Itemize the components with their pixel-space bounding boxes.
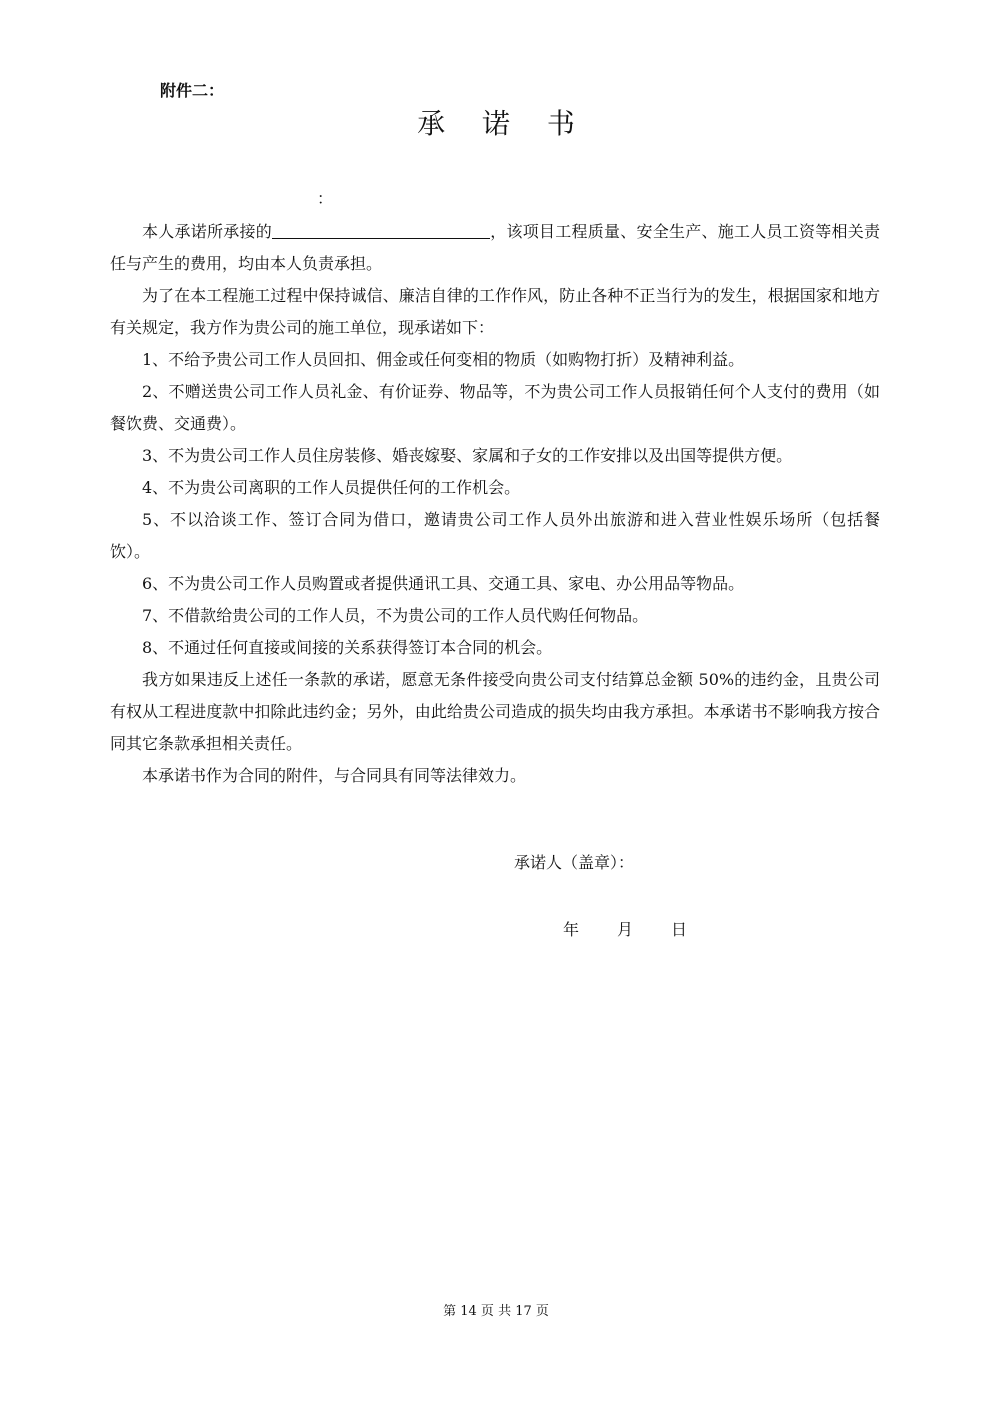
commitment-item-3: 3、不为贵公司工作人员住房装修、婚丧嫁娶、家属和子女的工作安排以及出国等提供方便。 <box>142 446 793 465</box>
date-line <box>563 917 687 940</box>
paragraph-responsibility <box>110 216 880 280</box>
commitment-item-8: 8、不通过任何直接或间接的关系获得签订本合同的机会。 <box>142 638 553 657</box>
paragraph-intro: 为了在本工程施工过程中保持诚信、廉洁自律的工作作风，防止各种不正当行为的发生，根据国家和地方有关规定，我方作为贵公司的施工单位，现承诺如下： <box>110 286 880 337</box>
paragraph-responsibility-start: 本人承诺所承接的 <box>142 222 272 241</box>
project-name-blank <box>272 222 490 239</box>
commitment-item-6: 6、不为贵公司工作人员购置或者提供通讯工具、交通工具、家电、办公用品等物品。 <box>142 574 745 593</box>
addressee-line <box>110 186 333 208</box>
commitment-item-2: 2、不赠送贵公司工作人员礼金、有价证券、物品等，不为贵公司工作人员报销任何个人支付的费用（如餐饮费、交通费）。 <box>110 382 880 433</box>
paragraph-validity: 本承诺书作为合同的附件，与合同具有同等法律效力。 <box>142 766 527 785</box>
date-year: 年 <box>563 920 580 939</box>
date-day: 日 <box>671 920 688 939</box>
document-body <box>110 216 880 792</box>
attachment-label: 附件二： <box>160 81 225 100</box>
commitment-item-7: 7、不借款给贵公司的工作人员，不为贵公司的工作人员代购任何物品。 <box>142 606 649 625</box>
addressee-colon: ： <box>316 189 333 208</box>
document-title: 承 诺 书 <box>417 107 589 140</box>
paragraph-responsibility-end: ，该项目工程质量、安全生产、施工人员工资等相关责任与产生的费用，均由本人负责承担。 <box>110 222 880 273</box>
date-month: 月 <box>617 920 634 939</box>
commitment-item-5: 5、不以洽谈工作、签订合同为借口，邀请贵公司工作人员外出旅游和进入营业性娱乐场所（包括餐饮）。 <box>110 510 880 561</box>
paragraph-penalty: 我方如果违反上述任一条款的承诺，愿意无条件接受向贵公司支付结算总金额 50%的违约金，且贵公司有权从工程进度款中扣除此违约金；另外，由此给贵公司造成的损失均由我方承担。本承诺书不影响我方按合同其它条款承担相关责任。 <box>110 670 880 753</box>
page-footer: 第 14 页 共 17 页 <box>443 1304 549 1319</box>
commitment-item-4: 4、不为贵公司离职的工作人员提供任何的工作机会。 <box>142 478 521 497</box>
signature-label: 承诺人（盖章）： <box>514 853 635 872</box>
commitment-item-1: 1、不给予贵公司工作人员回扣、佣金或任何变相的物质（如购物打折）及精神利益。 <box>142 350 745 369</box>
